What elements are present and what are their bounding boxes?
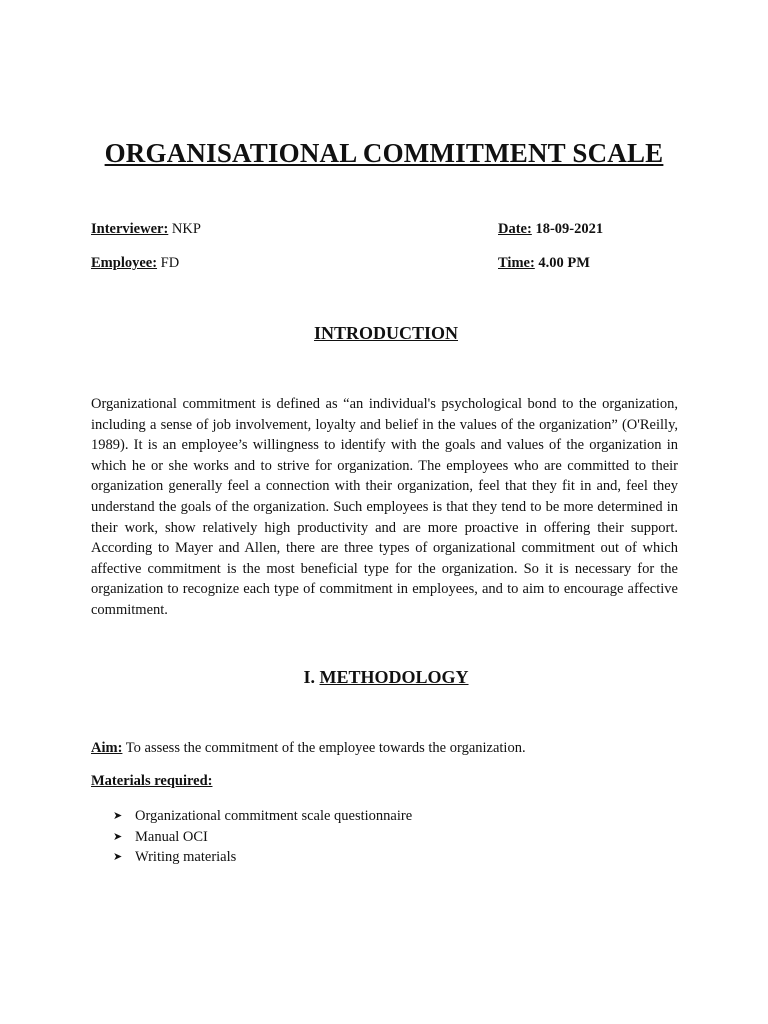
list-item-text: Manual OCI bbox=[135, 828, 208, 845]
date-row bbox=[498, 221, 603, 238]
aim-text: To assess the commitment of the employee towards the organization. bbox=[125, 740, 526, 756]
date-value: 18-09-2021 bbox=[535, 221, 604, 237]
aim-label: Aim: bbox=[91, 740, 123, 756]
interviewer-row bbox=[91, 221, 201, 238]
introduction-heading bbox=[0, 323, 768, 344]
interviewer-label: Interviewer: bbox=[91, 221, 169, 237]
methodology-numeral: I. bbox=[303, 667, 315, 687]
time-label: Time: bbox=[498, 255, 535, 271]
time-value: 4.00 PM bbox=[538, 255, 590, 271]
list-item bbox=[113, 827, 412, 848]
arrowhead-bullet-icon: ➤ bbox=[113, 850, 123, 863]
materials-heading: Materials required: bbox=[91, 773, 213, 789]
time-row bbox=[498, 255, 590, 272]
aim-line bbox=[91, 740, 526, 757]
introduction-heading-text: INTRODUCTION bbox=[313, 323, 459, 343]
arrowhead-bullet-icon: ➤ bbox=[113, 829, 123, 843]
employee-value: FD bbox=[160, 255, 180, 271]
list-item bbox=[113, 806, 412, 827]
employee-label: Employee: bbox=[91, 255, 158, 271]
methodology-heading bbox=[0, 667, 768, 688]
interviewer-value: NKP bbox=[171, 221, 201, 237]
list-item-text: Writing materials bbox=[135, 849, 237, 865]
arrowhead-bullet-icon: ➤ bbox=[113, 809, 123, 822]
date-label: Date: bbox=[498, 221, 532, 237]
materials-list bbox=[113, 806, 412, 868]
list-item-text: Organizational commitment scale questionnaire bbox=[135, 808, 413, 824]
introduction-paragraph: Organizational commitment is defined as “an individual's psychological bond to the organization, including a sense of job involvement, loyalty and belief in the values of the organization” (O'Reilly, 1989). It is an employee’s willingness to identify with the goals and values of the organization in which he or she works and to strive for organization. The employees who are committed to their organization generally feel a connection with their organization, feel that they fit in and, feel they understand the goals of the organization. Such employees is that they tend to be more determined in their work, show relatively high productivity and are more proactive in offering their support. According to Mayer and Allen, there are three types of organizational commitment out of which affective commitment is the most beneficial type for the organization. So it is necessary for the organization to recognize each type of commitment in employees, and to aim to encourage affective commitment. bbox=[91, 396, 678, 618]
list-item bbox=[113, 847, 412, 868]
methodology-heading-text: METHODOLOGY bbox=[319, 667, 469, 687]
employee-row bbox=[91, 255, 179, 272]
document-title: ORGANISATIONAL COMMITMENT SCALE bbox=[104, 138, 664, 168]
